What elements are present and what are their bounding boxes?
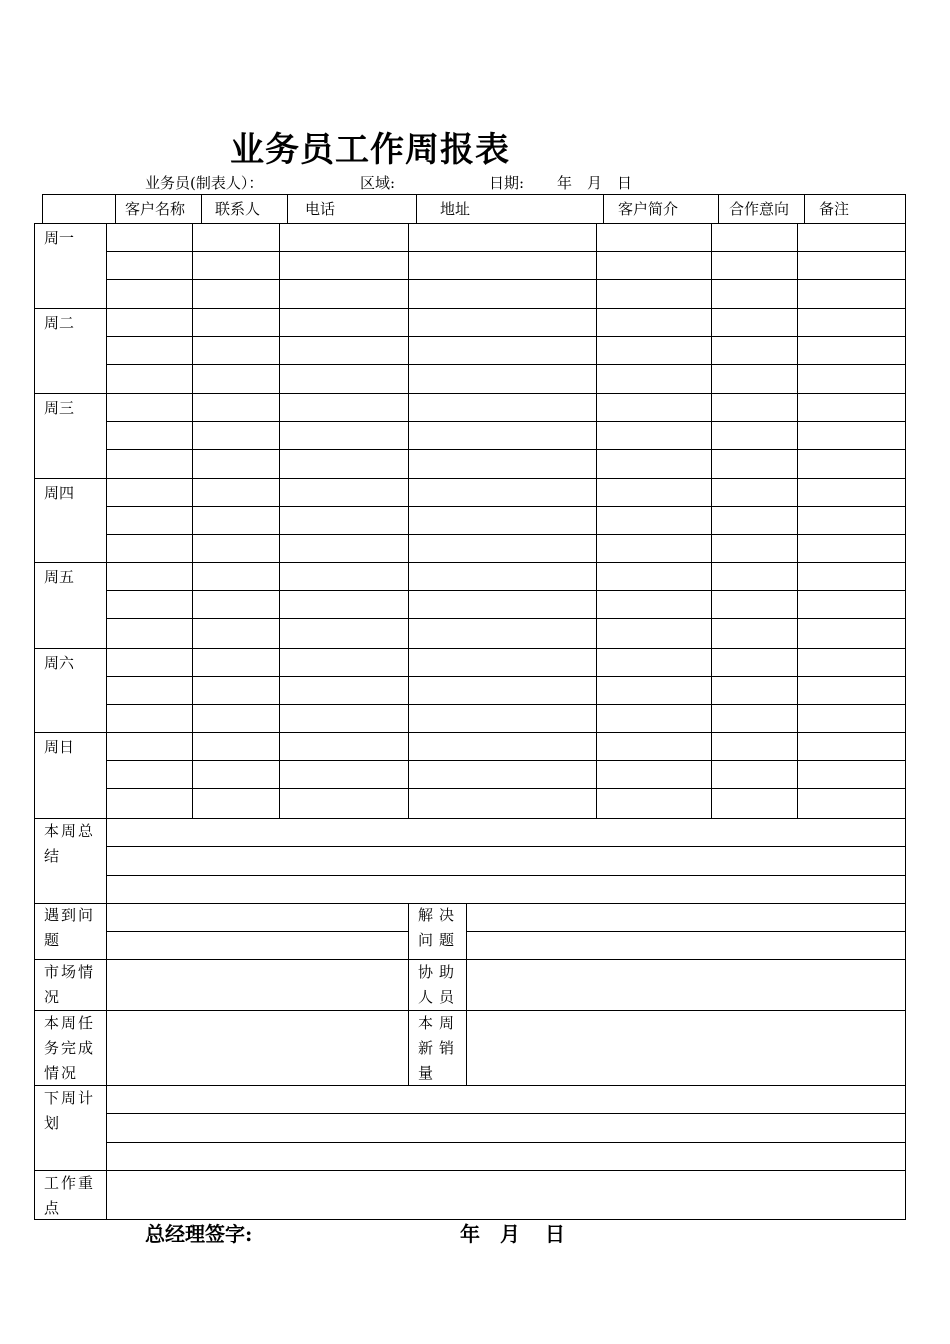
grid-hline — [106, 618, 906, 619]
grid-vline — [596, 223, 597, 818]
grid-hline — [34, 959, 906, 960]
main-grid — [34, 223, 906, 1220]
grid-hline — [106, 760, 906, 761]
grid-hline — [466, 931, 906, 932]
grid-hline — [34, 562, 906, 563]
footer-year: 年 — [460, 1222, 480, 1246]
label-next-week-plan: 下周计划 — [44, 1089, 96, 1132]
grid-hline — [106, 676, 906, 677]
grid-hline — [34, 393, 906, 394]
grid-hline — [106, 846, 906, 847]
grid-hline — [34, 478, 906, 479]
grid-hline — [106, 788, 906, 789]
grid-vline — [192, 223, 193, 818]
grid-hline — [106, 421, 906, 422]
grid-hline — [106, 279, 906, 280]
grid-hline — [34, 308, 906, 309]
col-header-customer-profile: 客户简介 — [618, 200, 679, 218]
col-header-contact: 联系人 — [215, 200, 261, 218]
grid-hline — [34, 818, 906, 819]
grid-hline — [106, 1113, 906, 1114]
date-month: 月 — [587, 174, 603, 192]
col-header-customer-name: 客户名称 — [125, 200, 186, 218]
label-market: 市场情况 — [44, 963, 96, 1006]
label-assistants: 协助人员 — [418, 963, 461, 1006]
grid-hline — [106, 449, 906, 450]
grid-hline — [106, 534, 906, 535]
label-solutions: 解决问题 — [418, 906, 461, 949]
label-task-completion: 本周任务完成情况 — [44, 1014, 96, 1082]
col-header-phone: 电话 — [305, 200, 336, 218]
grid-vline — [279, 223, 280, 818]
col-header-notes: 备注 — [819, 200, 850, 218]
date-year: 年 — [557, 174, 573, 192]
label-week-summary: 本周总结 — [44, 822, 96, 865]
date-day: 日 — [617, 174, 633, 192]
grid-vline — [408, 903, 409, 1085]
grid-hline — [34, 648, 906, 649]
grid-hline — [106, 336, 906, 337]
grid-hline — [34, 1085, 906, 1086]
label-work-focus: 工作重点 — [44, 1174, 96, 1217]
grid-hline — [106, 364, 906, 365]
day-label-sun: 周日 — [44, 738, 75, 756]
grid-hline — [34, 1170, 906, 1171]
region-label: 区域: — [360, 174, 396, 192]
grid-hline — [106, 590, 906, 591]
day-label-wed: 周三 — [44, 399, 75, 417]
grid-hline — [34, 1010, 906, 1011]
grid-vline — [711, 223, 712, 818]
grid-hline — [34, 732, 906, 733]
grid-vline — [408, 223, 409, 818]
grid-hline — [106, 251, 906, 252]
footer-day: 日 — [545, 1222, 565, 1246]
grid-hline — [106, 875, 906, 876]
salesperson-label: 业务员(制表人）： — [145, 174, 264, 192]
page-title: 业务员工作周报表 — [230, 130, 510, 170]
day-label-thu: 周四 — [44, 484, 75, 502]
day-label-mon: 周一 — [44, 229, 75, 247]
grid-hline — [34, 903, 906, 904]
day-label-sat: 周六 — [44, 654, 75, 672]
grid-hline — [106, 931, 408, 932]
grid-hline — [106, 1142, 906, 1143]
signature-label: 总经理签字: — [145, 1222, 253, 1246]
grid-hline — [106, 506, 906, 507]
date-label: 日期: — [489, 174, 525, 192]
day-label-tue: 周二 — [44, 314, 75, 332]
grid-vline — [106, 223, 107, 1220]
col-header-cooperation-intent: 合作意向 — [729, 200, 790, 218]
day-label-fri: 周五 — [44, 568, 75, 586]
footer-month: 月 — [500, 1222, 520, 1246]
grid-hline — [106, 704, 906, 705]
label-problems: 遇到问题 — [44, 906, 96, 949]
col-header-address: 地址 — [440, 200, 471, 218]
label-new-sales: 本周新销量 — [418, 1014, 461, 1082]
grid-vline — [797, 223, 798, 818]
